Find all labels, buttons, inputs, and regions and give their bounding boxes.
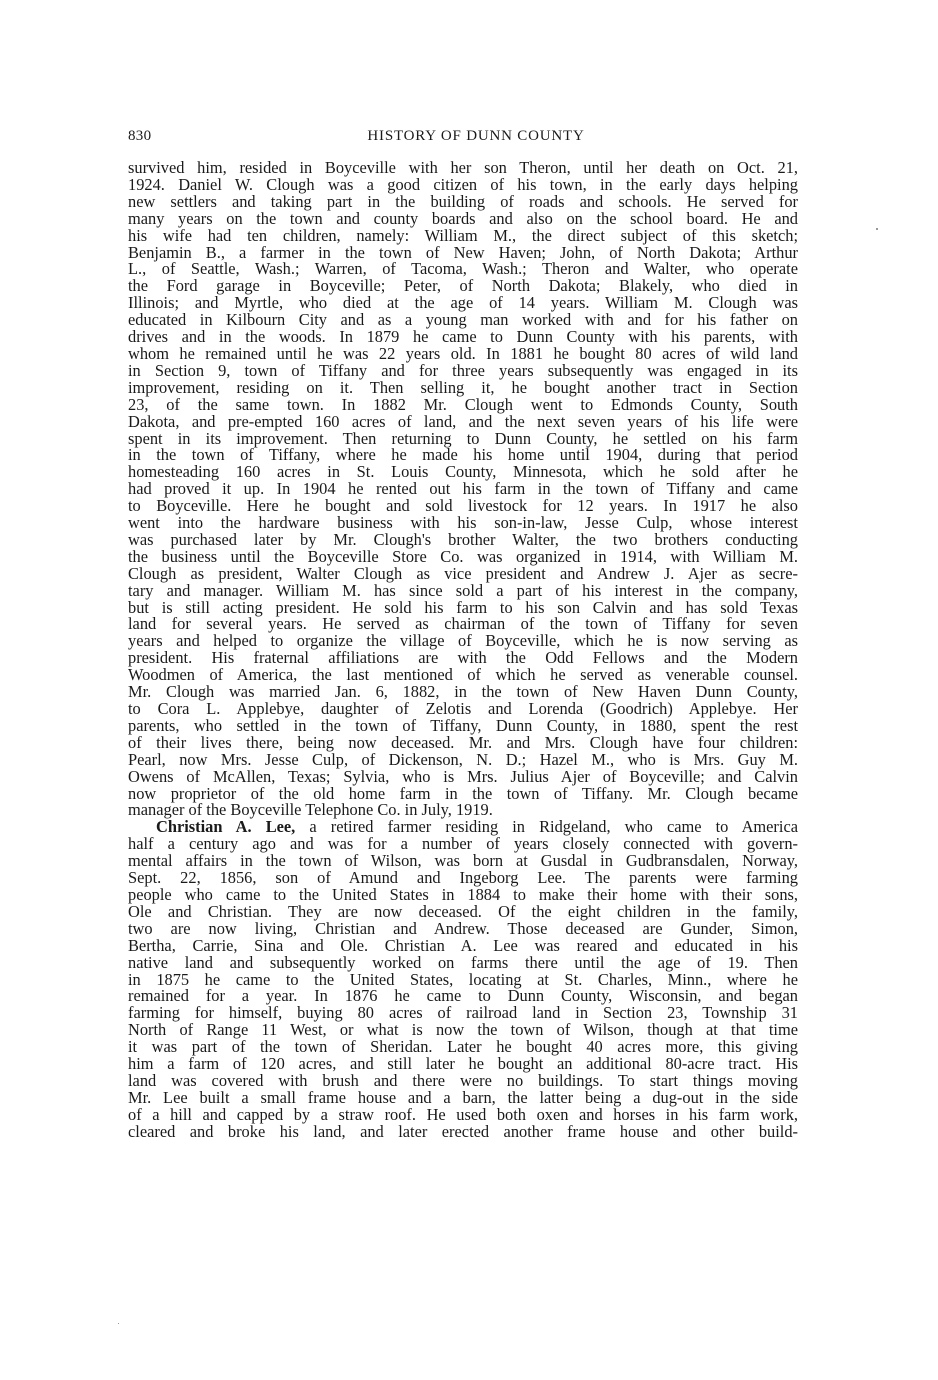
text-line: Benjamin B., a farmer in the town of New Haven; John, of North Dakota; Arthur bbox=[128, 242, 798, 262]
running-head: HISTORY OF DUNN COUNTY bbox=[367, 128, 585, 144]
text-line: drives and in the woods. In 1879 he came to Dunn County with his parents, with bbox=[128, 327, 798, 347]
text-line: Clough as president, Walter Clough as vice president and Andrew J. Ajer as secre- bbox=[128, 563, 798, 583]
scan-speck bbox=[118, 1323, 119, 1324]
text-line: years and helped to organize the village of Boyceville, which he is now serving as bbox=[128, 631, 798, 651]
text-line: North of Range 11 West, or what is now the town of Wilson, though at that time bbox=[128, 1020, 798, 1040]
text-line: many years on the town and county boards and also on the school board. He and bbox=[128, 208, 798, 228]
first-line-text: a retired farmer residing in Ridgeland, who came to America bbox=[295, 817, 798, 837]
text-line: new settlers and taking part in the building of roads and schools. He served for bbox=[128, 191, 798, 211]
text-line: farming for himself, buying 80 acres of railroad land in Section 23, Township 31 bbox=[128, 1003, 798, 1023]
text-line: half a century ago and was for a number of years closely connected with govern- bbox=[128, 834, 798, 854]
text-line: mental affairs in the town of Wilson, was born at Gusdal in Gudbransdalen, Norway, bbox=[128, 851, 798, 871]
page-number: 830 bbox=[128, 128, 152, 144]
text-line: but is still acting president. He sold his farm to his son Calvin and has sold Texas bbox=[128, 597, 798, 617]
text-line: 1924. Daniel W. Clough was a good citizen of his town, in the early days helping bbox=[128, 174, 798, 194]
text-line: survived him, resided in Boyceville with her son Theron, until her death on Oct. 21, bbox=[128, 158, 798, 177]
text-line: had proved it up. In 1904 he rented out his farm in the town of Tiffany and came bbox=[128, 479, 798, 499]
text-line: spent in its improvement. Then returning to Dunn County, he settled on his farm bbox=[128, 428, 798, 448]
text-line: two are now living, Christian and Andrew. Those deceased are Gunder, Simon, bbox=[128, 918, 798, 938]
text-line: in Section 9, town of Tiffany and for three years subsequently was engaged in its bbox=[128, 360, 798, 380]
text-line: whom he remained until he was 22 years old. In 1881 he bought 80 acres of wild land bbox=[128, 343, 798, 363]
text-line: Sept. 22, 1856, son of Amund and Ingeborg Lee. The parents were farming bbox=[128, 868, 798, 888]
text-line: in the town of Tiffany, where he made his home until 1904, during that period bbox=[128, 445, 798, 465]
paragraph-clough bbox=[128, 160, 798, 819]
text-line: land was covered with brush and there were no buildings. To start things moving bbox=[128, 1070, 798, 1090]
text-line: homesteading 160 acres in St. Louis County, Minnesota, which he sold after he bbox=[128, 462, 798, 482]
subject-name: Christian A. Lee, bbox=[156, 817, 296, 837]
text-line: his wife had ten children, namely: William M., the direct subject of this sketch; bbox=[128, 225, 798, 245]
text-line: to Boyceville. Here he bought and sold livestock for 12 years. In 1917 he also bbox=[128, 496, 798, 516]
body-text bbox=[128, 160, 798, 1141]
text-line: now proprietor of the old home farm in the town of Tiffany. Mr. Clough became bbox=[128, 783, 798, 803]
text-line: Woodmen of America, the last mentioned of which he served as venerable counsel. bbox=[128, 665, 798, 685]
text-line: L., of Seattle, Wash.; Warren, of Tacoma, Wash.; Theron and Walter, who operate bbox=[128, 259, 798, 279]
text-line: of their lives there, being now deceased. Mr. and Mrs. Clough have four children: bbox=[128, 732, 798, 752]
text-line: the Ford garage in Boyceville; Peter, of North Dakota; Blakely, who died in bbox=[128, 276, 798, 296]
text-line: Owens of McAllen, Texas; Sylvia, who is Mrs. Julius Ajer of Boyceville; and Calvin bbox=[128, 766, 798, 786]
paragraph-lee bbox=[128, 819, 798, 1140]
text-line: cleared and broke his land, and later erected another frame house and other build- bbox=[128, 1121, 798, 1141]
text-line: remained for a year. In 1876 he came to Dunn County, Wisconsin, and began bbox=[128, 986, 798, 1006]
text-line: of a hill and capped by a straw roof. He used both oxen and horses in his farm work, bbox=[128, 1104, 798, 1124]
text-line: went into the hardware business with his son-in-law, Jesse Culp, whose interest bbox=[128, 513, 798, 533]
text-line: Illinois; and Myrtle, who died at the age of 14 years. William M. Clough was bbox=[128, 293, 798, 313]
scan-speck bbox=[876, 228, 878, 230]
text-line: president. His fraternal affiliations are with the Odd Fellows and the Modern bbox=[128, 648, 798, 668]
text-line: him a farm of 120 acres, and still later he bought an additional 80-acre tract. His bbox=[128, 1054, 798, 1074]
text-line: Mr. Lee built a small frame house and a barn, the latter being a dug-out in the side bbox=[128, 1087, 798, 1107]
text-line: Pearl, now Mrs. Jesse Culp, of Dickenson, N. D.; Hazel M., who is Mrs. Guy M. bbox=[128, 749, 798, 769]
text-line: Ole and Christian. They are now deceased. Of the eight children in the family, bbox=[128, 901, 798, 921]
text-line: land for several years. He served as chairman of the town of Tiffany for seven bbox=[128, 614, 798, 634]
page-header bbox=[128, 128, 824, 150]
text-line: 23, of the same town. In 1882 Mr. Clough went to Edmonds County, South bbox=[128, 394, 798, 414]
text-line: parents, who settled in the town of Tiffany, Dunn County, in 1880, spent the rest bbox=[128, 715, 798, 735]
text-line: educated in Kilbourn City and as a young man worked with and for his father on bbox=[128, 310, 798, 330]
text-line: was purchased later by Mr. Clough's brother Walter, the two brothers conducting bbox=[128, 529, 798, 549]
text-line: improvement, residing on it. Then selling it, he bought another tract in Section bbox=[128, 377, 798, 397]
text-line: Mr. Clough was married Jan. 6, 1882, in the town of New Haven Dunn County, bbox=[128, 682, 798, 702]
text-line: native land and subsequently worked on farms there until the age of 19. Then bbox=[128, 952, 798, 972]
text-line: to Cora L. Applebye, daughter of Zelotis and Lorenda (Goodrich) Applebye. Her bbox=[128, 699, 798, 718]
text-line: manager of the Boyceville Telephone Co. in July, 1919. bbox=[128, 800, 493, 820]
text-line: Dakota, and pre-empted 160 acres of land, and the next seven years of his life were bbox=[128, 411, 798, 431]
text-line: tary and manager. William M. has since sold a part of his interest in the company, bbox=[128, 580, 798, 600]
text-line: the business until the Boyceville Store Co. was organized in 1914, with William M. bbox=[128, 546, 798, 566]
text-line: in 1875 he came to the United States, locating at St. Charles, Minn., where he bbox=[128, 969, 798, 989]
text-line: Bertha, Carrie, Sina and Ole. Christian A. Lee was reared and educated in his bbox=[128, 935, 798, 955]
text-line: people who came to the United States in 1884 to make their home with their sons, bbox=[128, 884, 798, 904]
text-line: it was part of the town of Sheridan. Later he bought 40 acres more, this giving bbox=[128, 1037, 798, 1057]
